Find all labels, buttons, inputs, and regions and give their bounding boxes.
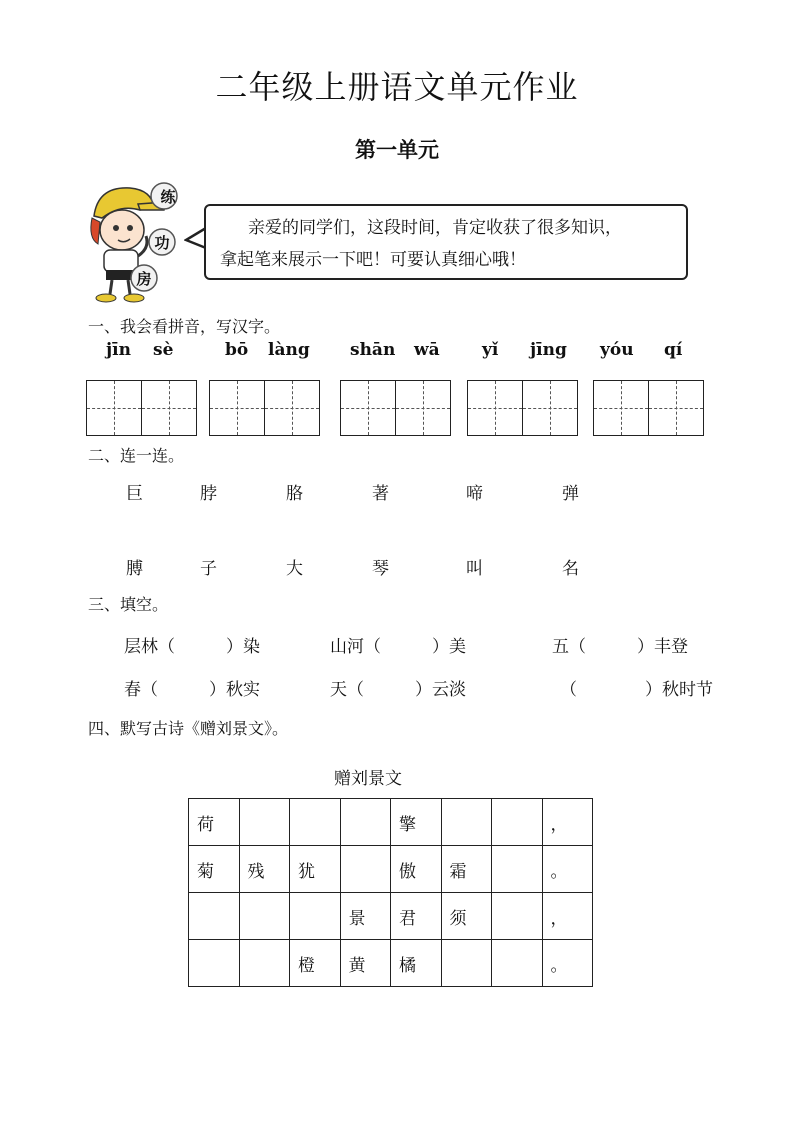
pinyin: jīn: [106, 340, 131, 360]
section-heading: 三、填空。: [88, 595, 169, 614]
pinyin: shān: [350, 340, 396, 360]
poem-title: 赠刘景文: [334, 769, 402, 789]
badge-text: 练: [160, 188, 176, 206]
poem-cell[interactable]: [441, 799, 492, 846]
poem-cell[interactable]: 残: [239, 846, 290, 893]
poem-cell[interactable]: [492, 846, 543, 893]
page-title: 二年级上册语文单元作业: [215, 68, 579, 106]
poem-cell[interactable]: [239, 893, 290, 940]
poem-grid: [188, 798, 593, 987]
pinyin: qí: [664, 340, 683, 360]
writing-box[interactable]: [593, 380, 704, 436]
poem-cell[interactable]: [340, 799, 391, 846]
bubble-line: 拿起笔来展示一下吧！可要认真细心哦！: [220, 250, 526, 270]
badge-text: 房: [136, 270, 152, 288]
writing-box[interactable]: [86, 380, 197, 436]
poem-cell[interactable]: [290, 799, 341, 846]
section-heading: 二、连一连。: [88, 446, 185, 465]
match-char[interactable]: 叫: [466, 559, 483, 579]
fill-blank[interactable]: 山河（ ）美: [330, 637, 466, 657]
pinyin: wā: [414, 340, 440, 360]
writing-box[interactable]: [467, 380, 578, 436]
match-char[interactable]: 大: [286, 559, 303, 579]
writing-box[interactable]: [340, 380, 451, 436]
fill-blank[interactable]: （ ）秋时节: [560, 680, 713, 700]
poem-cell[interactable]: 橙: [290, 940, 341, 987]
poem-cell[interactable]: 景: [340, 893, 391, 940]
poem-cell[interactable]: [189, 893, 240, 940]
match-char[interactable]: 巨: [126, 484, 143, 504]
match-char[interactable]: 弹: [562, 484, 579, 504]
pinyin: jīng: [530, 340, 567, 360]
match-char[interactable]: 胳: [286, 484, 303, 504]
poem-cell[interactable]: 荷: [189, 799, 240, 846]
match-char[interactable]: 脖: [200, 484, 217, 504]
pinyin: yǐ: [482, 340, 499, 360]
poem-cell[interactable]: [239, 799, 290, 846]
badge-text: 功: [154, 234, 170, 252]
section-heading: 一、我会看拼音，写汉字。: [88, 317, 281, 336]
poem-cell[interactable]: [492, 799, 543, 846]
speech-bubble: [204, 204, 688, 280]
poem-cell[interactable]: [189, 940, 240, 987]
poem-cell[interactable]: [239, 940, 290, 987]
writing-box[interactable]: [209, 380, 320, 436]
poem-cell[interactable]: [441, 940, 492, 987]
pinyin: yóu: [600, 340, 634, 360]
match-char[interactable]: 名: [562, 559, 579, 579]
pinyin: sè: [153, 340, 174, 360]
pinyin: làng: [268, 340, 310, 360]
poem-cell[interactable]: [340, 846, 391, 893]
poem-cell[interactable]: 犹: [290, 846, 341, 893]
poem-cell[interactable]: 。: [542, 846, 593, 893]
poem-cell[interactable]: 擎: [391, 799, 442, 846]
match-char[interactable]: 膊: [126, 559, 143, 579]
poem-cell[interactable]: [290, 893, 341, 940]
fill-blank[interactable]: 春（ ）秋实: [124, 680, 260, 700]
poem-cell[interactable]: ，: [542, 893, 593, 940]
poem-cell[interactable]: 君: [391, 893, 442, 940]
poem-cell[interactable]: [492, 940, 543, 987]
bubble-line: 亲爱的同学们，这段时间，肯定收获了很多知识，: [248, 218, 622, 238]
poem-cell[interactable]: 菊: [189, 846, 240, 893]
section-heading: 四、默写古诗《赠刘景文》。: [88, 719, 289, 738]
poem-cell[interactable]: 须: [441, 893, 492, 940]
fill-blank[interactable]: 天（ ）云淡: [330, 680, 466, 700]
match-char[interactable]: 著: [372, 484, 389, 504]
poem-cell[interactable]: 霜: [441, 846, 492, 893]
poem-cell[interactable]: 傲: [391, 846, 442, 893]
poem-cell[interactable]: 黄: [340, 940, 391, 987]
match-char[interactable]: 琴: [372, 559, 389, 579]
match-char[interactable]: 啼: [466, 484, 483, 504]
poem-cell[interactable]: 。: [542, 940, 593, 987]
pinyin: bō: [225, 340, 249, 360]
poem-cell[interactable]: [492, 893, 543, 940]
poem-cell[interactable]: 橘: [391, 940, 442, 987]
match-char[interactable]: 子: [200, 559, 217, 579]
poem-cell[interactable]: ，: [542, 799, 593, 846]
unit-title: 第一单元: [355, 138, 439, 162]
fill-blank[interactable]: 层林（ ）染: [124, 637, 260, 657]
fill-blank[interactable]: 五（ ）丰登: [552, 637, 688, 657]
